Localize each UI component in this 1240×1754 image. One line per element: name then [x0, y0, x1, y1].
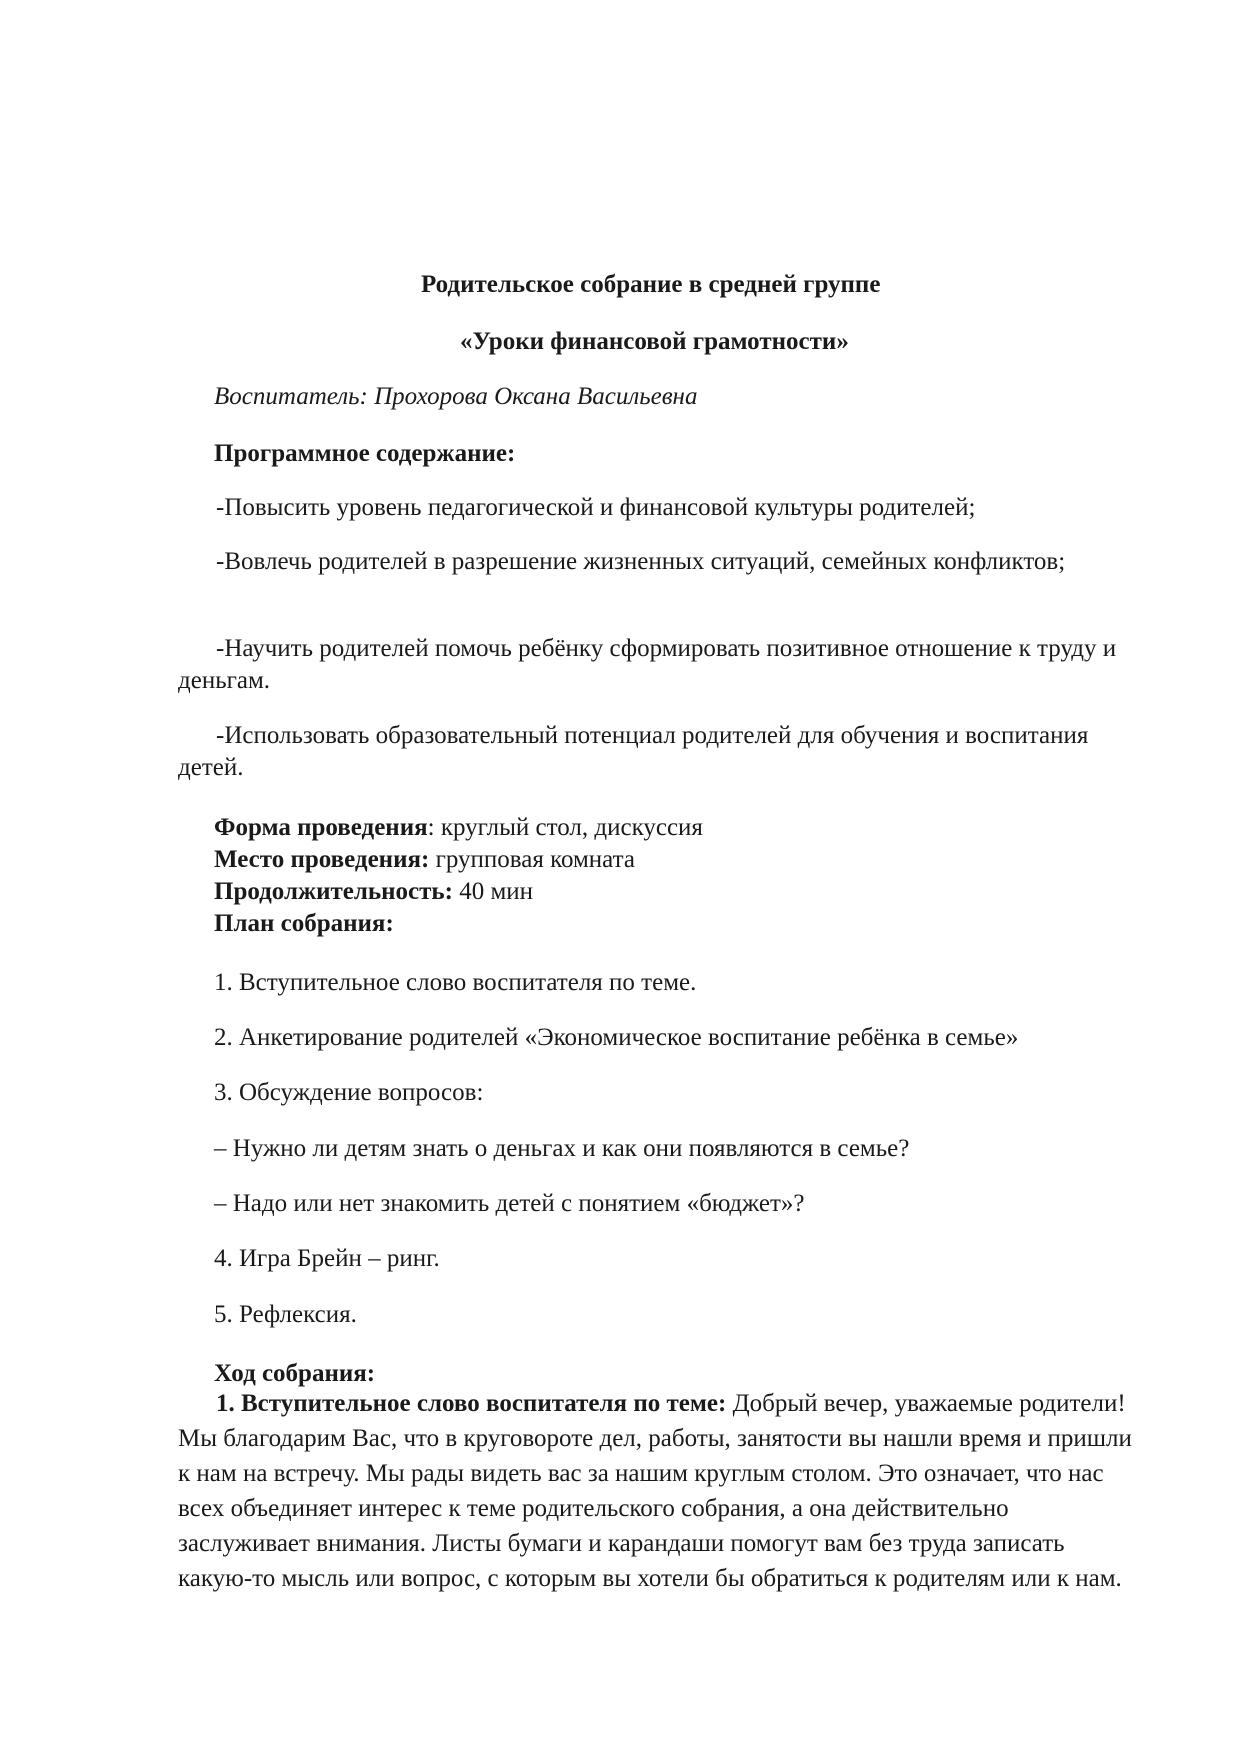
meta-form: Форма проведения: круглый стол, дискуссия [214, 814, 703, 841]
meta-place: Место проведения: групповая комната [214, 846, 635, 873]
program-item: -Вовлечь родителей в разрешение жизненных ситуаций, семейных конфликтов; [216, 548, 1066, 575]
meta-duration: Продолжительность: 40 мин [214, 878, 534, 905]
plan-item: 5. Рефлексия. [214, 1301, 357, 1328]
plan-item: 4. Игра Брейн – ринг. [214, 1245, 440, 1272]
program-heading: Программное содержание: [214, 440, 516, 467]
plan-item: 1. Вступительное слово воспитателя по теме. [214, 969, 697, 996]
plan-item: – Надо или нет знакомить детей с понятием «бюджет»? [214, 1190, 805, 1217]
course-intro-paragraph: 1. Вступительное слово воспитателя по теме: Добрый вечер, уважаемые родители! Мы благодарим Вас, что в круговороте дел, работы, занятости вы нашли время и пришли к нам на встречу. Мы рады видеть вас за нашим круглым столом. Это означает, что нас всех объединяет интерес к теме родительского собрания, а она действительно заслуживает внимания. Листы бумаги и карандаши помогут вам без труда записать какую-то мысль или вопрос, с которым вы хотели бы обратиться к родителям или к нам. [178, 1390, 1132, 1592]
course-heading: Ход собрания: [214, 1360, 376, 1387]
program-item: -Использовать образовательный потенциал родителей для обучения и воспитания детей. [178, 722, 1089, 781]
document-title: Родительское собрание в средней группе [421, 271, 881, 298]
program-item: -Научить родителей помочь ребёнку сформировать позитивное отношение к труду и деньгам. [178, 635, 1117, 694]
document-subtitle: «Уроки финансовой грамотности» [460, 328, 849, 355]
plan-heading: План собрания: [214, 910, 394, 937]
author-line: Воспитатель: Прохорова Оксана Васильевна [214, 383, 698, 410]
plan-item: – Нужно ли детям знать о деньгах и как они появляются в семье? [214, 1135, 910, 1162]
program-item: -Повысить уровень педагогической и финансовой культуры родителей; [216, 494, 976, 521]
plan-item: 3. Обсуждение вопросов: [214, 1079, 484, 1106]
plan-item: 2. Анкетирование родителей «Экономическое воспитание ребёнка в семье» [214, 1024, 1019, 1051]
